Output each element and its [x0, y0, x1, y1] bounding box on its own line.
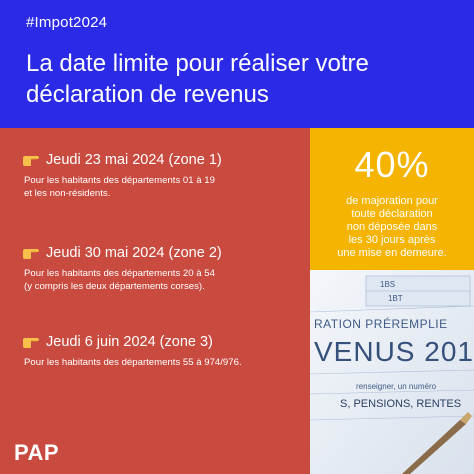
penalty-desc-line: de majoration pour [346, 195, 438, 207]
zone-3 [22, 334, 307, 369]
zone-1-desc-line: et les non-résidents. [24, 188, 111, 199]
penalty-desc-line: toute déclaration [351, 208, 433, 220]
zone-3-heading [22, 334, 307, 350]
tax-form-photo [310, 270, 474, 474]
penalty-stat-box [310, 128, 474, 270]
pap-logo: PAP [14, 440, 60, 465]
penalty-desc-line: non déposée dans [346, 221, 438, 233]
zone-1-heading [22, 152, 307, 168]
page-title: La date limite pour réaliser votre déclaration de revenus [26, 50, 369, 108]
zone-2-desc-line: Pour les habitants des départements 20 à 54 [24, 268, 215, 279]
form-section-label: S, PENSIONS, RENTES [340, 398, 462, 410]
pointing-hand-icon [22, 246, 40, 260]
zone-2 [22, 245, 307, 293]
hashtag: #Impot2024 [26, 14, 108, 31]
pointing-hand-icon [22, 153, 40, 167]
zone-1 [22, 152, 307, 200]
zone-2-description [24, 267, 307, 293]
side-panel [310, 128, 474, 474]
zone-2-heading [22, 245, 307, 261]
zone-2-desc-line: (y compris les deux départements corses). [24, 281, 205, 292]
deadlines-panel [0, 128, 310, 474]
form-box-label: 1BT [388, 294, 403, 303]
pointing-hand-icon [22, 335, 40, 349]
penalty-desc-line: une mise en demeure. [337, 247, 447, 259]
form-small-text: renseigner, un numéro [356, 382, 437, 391]
zone-2-title: Jeudi 30 mai 2024 (zone 2) [46, 245, 222, 261]
zone-3-description [24, 356, 307, 369]
penalty-percentage: 40% [354, 144, 430, 185]
zone-1-title: Jeudi 23 mai 2024 (zone 1) [46, 152, 222, 168]
form-box-label: 1BS [380, 280, 396, 289]
form-heading: RATION PRÉREMPLIE [314, 317, 448, 331]
zone-3-title: Jeudi 6 juin 2024 (zone 3) [46, 334, 213, 350]
zone-1-description [24, 174, 307, 200]
form-big-title: VENUS 201 [314, 336, 474, 367]
header [0, 0, 474, 128]
zone-1-desc-line: Pour les habitants des départements 01 à 19 [24, 175, 215, 186]
zone-3-desc-line: Pour les habitants des départements 55 à 974/976. [24, 357, 242, 368]
penalty-description [316, 195, 468, 260]
penalty-desc-line: les 30 jours après [348, 234, 436, 246]
